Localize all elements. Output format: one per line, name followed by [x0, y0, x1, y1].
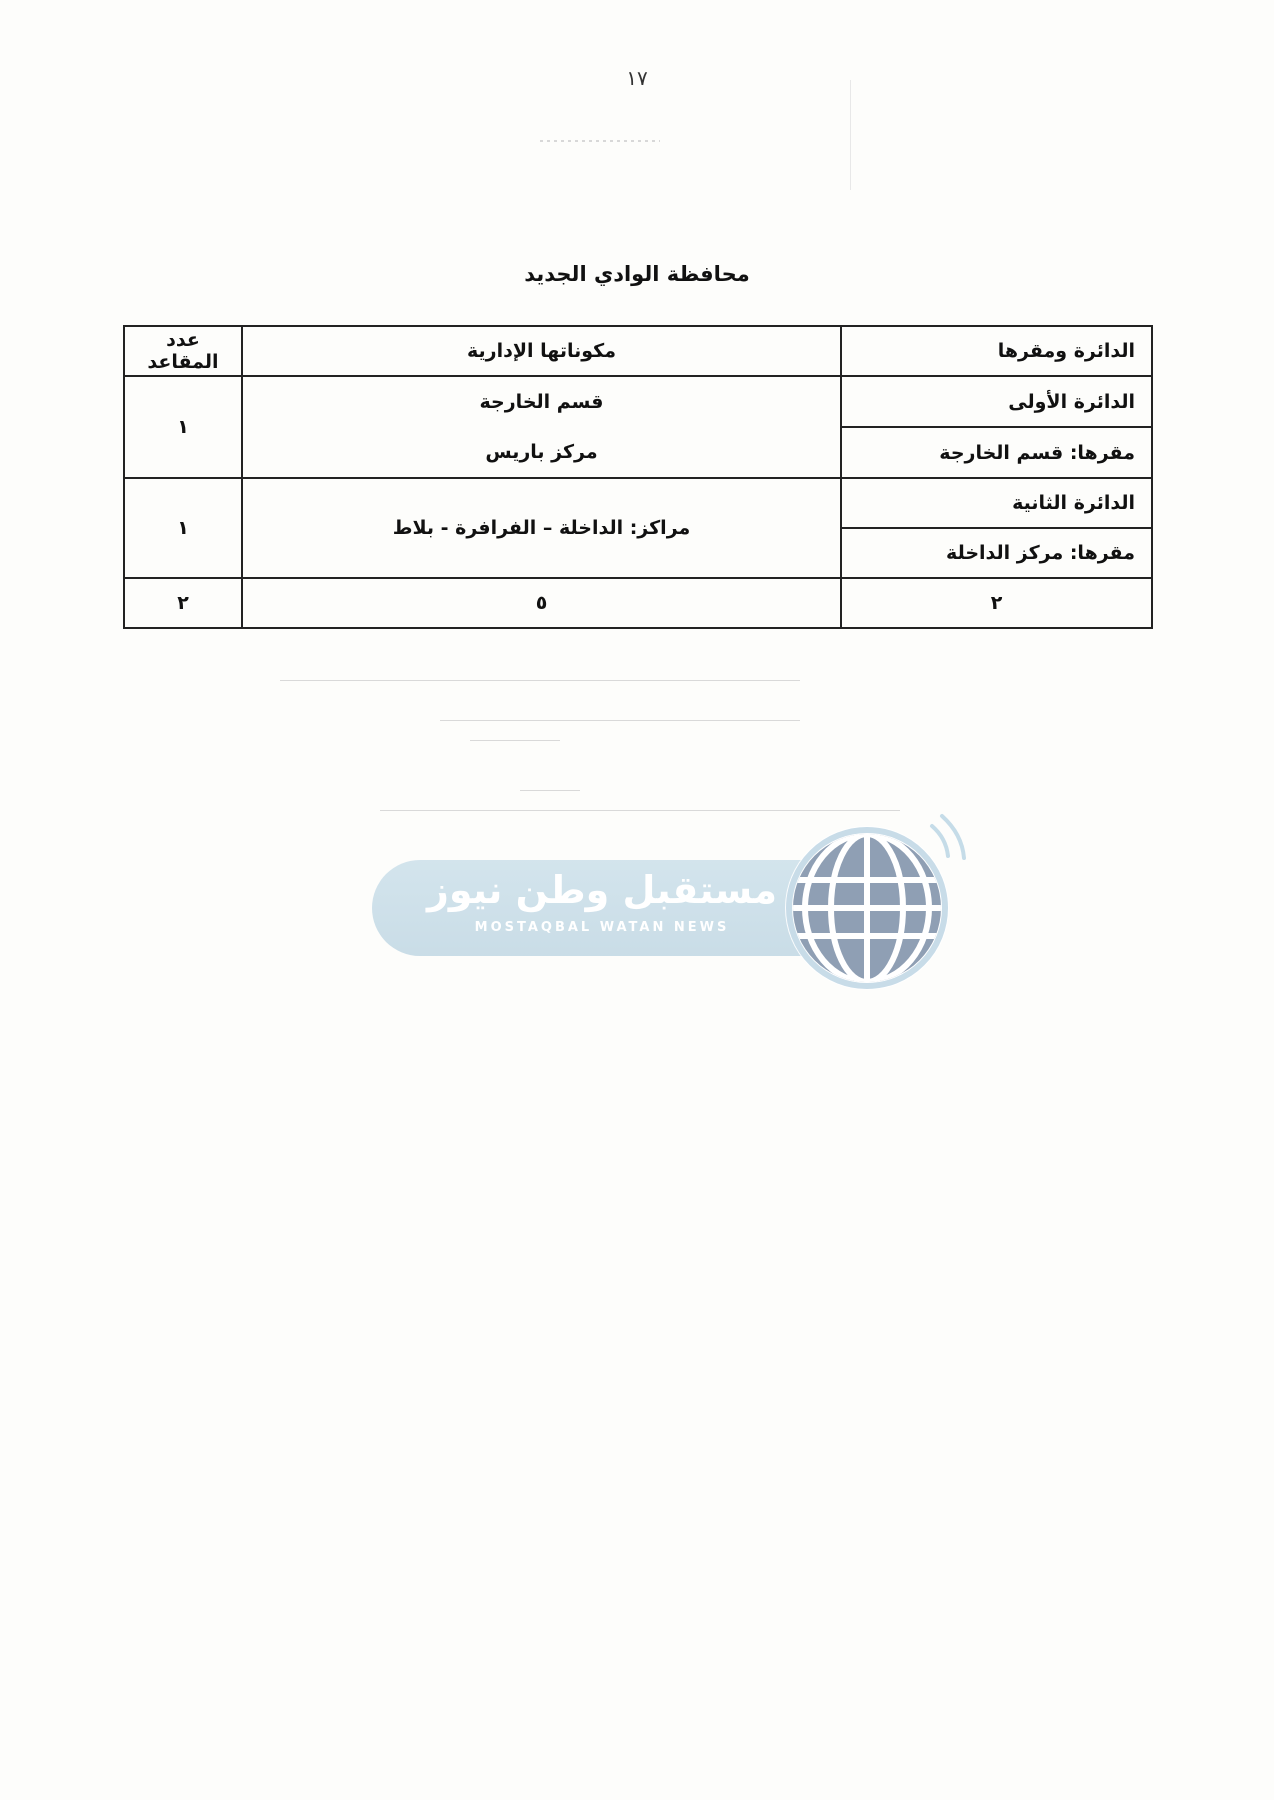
table-row: [124, 478, 1152, 528]
header-seats: عدد المقاعد: [124, 326, 242, 376]
total-districts: ٢: [841, 578, 1152, 628]
component-item: قسم الخارجة: [479, 391, 604, 413]
component-item: مركز باريس: [485, 441, 598, 463]
scan-line: [850, 80, 851, 190]
districts-table: [123, 325, 1153, 629]
document-title: محافظة الوادي الجديد: [524, 262, 750, 286]
header-district: الدائرة ومقرها: [841, 326, 1152, 376]
district-seats: ١: [124, 478, 242, 578]
district-components: [242, 376, 841, 478]
district-seat-location: مقرها: قسم الخارجة: [841, 427, 1152, 478]
total-components: ٥: [242, 578, 841, 628]
district-seats: ١: [124, 376, 242, 478]
district-name: الدائرة الأولى: [841, 376, 1152, 427]
district-seat-location: مقرها: مركز الداخلة: [841, 528, 1152, 578]
totals-row: [124, 578, 1152, 628]
watermark-english-text: MOSTAQBAL WATAN NEWS: [474, 920, 730, 935]
header-components: مكوناتها الإدارية: [242, 326, 841, 376]
scan-noise: [140, 660, 1140, 820]
total-seats: ٢: [124, 578, 242, 628]
district-components: [242, 478, 841, 578]
district-name: الدائرة الثانية: [841, 478, 1152, 528]
table-header-row: [124, 326, 1152, 376]
faint-header-mark: [540, 140, 660, 142]
watermark-arabic-text: مستقبل وطن نيوز: [426, 868, 778, 912]
watermark-logo: [372, 808, 972, 998]
page-number: ١٧: [626, 66, 648, 90]
table-row: [124, 376, 1152, 427]
component-item: مراكز: الداخلة – الفرافرة - بلاط: [392, 517, 691, 539]
globe-icon: [782, 808, 972, 998]
